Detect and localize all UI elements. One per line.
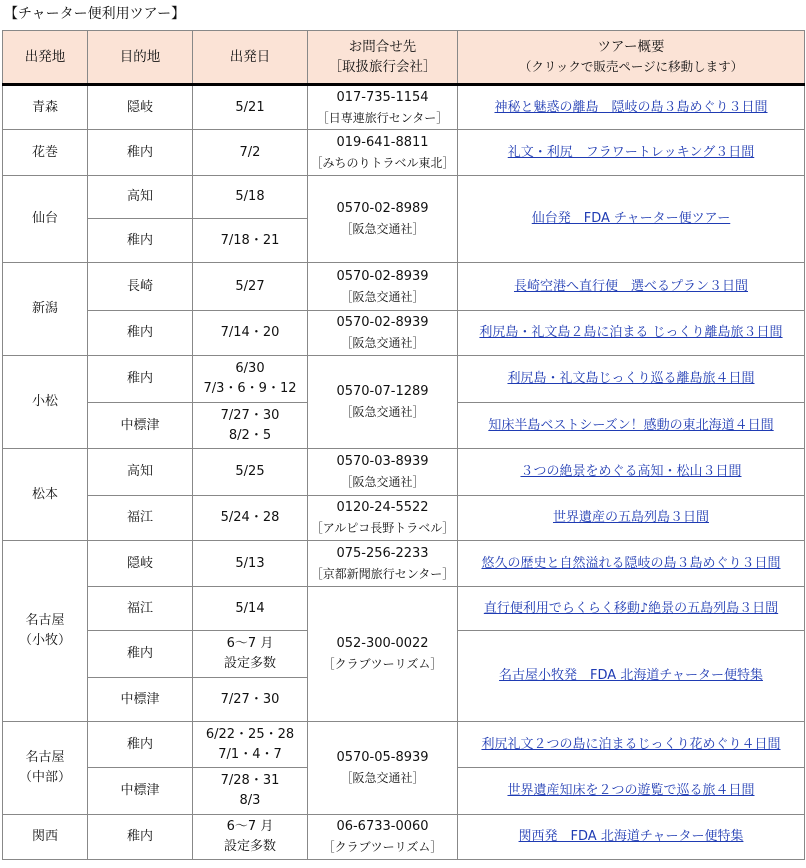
date-line: 6/30	[235, 361, 265, 376]
tour-cell	[458, 403, 805, 449]
date-cell: 5/27	[193, 263, 308, 311]
tour-cell	[458, 768, 805, 815]
table-row	[3, 85, 805, 130]
destination-cell: 高知	[88, 176, 193, 219]
tour-cell	[458, 85, 805, 130]
tour-link[interactable]: 神秘と魅惑の離島 隠岐の島３島めぐり３日間	[494, 99, 768, 115]
destination-cell: 稚内	[88, 631, 193, 678]
departure-cell: 花巻	[3, 130, 88, 176]
agency-name: ［みちのりトラベル東北］	[310, 155, 455, 170]
date-cell	[193, 631, 308, 678]
destination-cell: 中標津	[88, 403, 193, 449]
table-row	[3, 263, 805, 311]
page-title: 【チャーター便利用ツアー】	[4, 6, 186, 22]
date-cell: 5/13	[193, 541, 308, 587]
tour-cell	[458, 356, 805, 403]
tour-link[interactable]: 悠久の歴史と自然溢れる隠岐の島３島めぐり３日間	[481, 555, 781, 571]
departure-cell: 小松	[3, 356, 88, 449]
tour-cell	[458, 311, 805, 356]
contact-cell	[308, 356, 458, 449]
tour-link[interactable]: 世界遺産知床を２つの遊覧で巡る旅４日間	[507, 783, 755, 798]
phone-number: 017-735-1154	[336, 89, 429, 105]
header-destination: 目的地	[88, 31, 193, 85]
tour-cell	[458, 130, 805, 176]
tour-link[interactable]: 利尻島・礼文島２島に泊まる じっくり離島旅３日間	[479, 325, 783, 340]
destination-cell: 長崎	[88, 263, 193, 311]
departure-cell: 新潟	[3, 263, 88, 356]
departure-line: 名古屋	[25, 613, 65, 628]
phone-number: 0570-02-8939	[336, 268, 429, 284]
date-cell: 5/24・28	[193, 496, 308, 541]
date-cell: 7/27・30	[193, 678, 308, 722]
destination-cell: 稚内	[88, 722, 193, 768]
contact-cell	[308, 815, 458, 860]
tour-cell	[458, 631, 805, 722]
table-row	[3, 541, 805, 587]
header-contact	[308, 31, 458, 85]
date-cell	[193, 403, 308, 449]
date-cell	[193, 768, 308, 815]
agency-name: ［クラブツーリズム］	[322, 657, 443, 671]
date-cell	[193, 356, 308, 403]
agency-name: ［阪急交通社］	[340, 336, 425, 350]
tour-link[interactable]: 利尻礼文２つの島に泊まるじっくり花めぐり４日間	[481, 736, 781, 752]
departure-cell	[3, 541, 88, 722]
date-cell: 5/14	[193, 587, 308, 631]
agency-name: ［アルピコ長野トラベル］	[310, 521, 455, 535]
tour-link[interactable]: 直行便利用でらくらく移動♪絶景の五島列島３日間	[483, 600, 779, 616]
header-summary	[458, 31, 805, 85]
destination-cell: 隠岐	[88, 541, 193, 587]
departure-line: （小牧）	[18, 633, 71, 648]
departure-cell	[3, 722, 88, 815]
date-line: 7/3・6・9・12	[203, 381, 297, 396]
phone-number: 0120-24-5522	[336, 500, 429, 515]
departure-line: （中部）	[18, 770, 71, 785]
date-line: 8/2・5	[228, 427, 272, 443]
table-row	[3, 815, 805, 860]
agency-name: ［阪急交通社］	[340, 289, 425, 304]
header-date: 出発日	[193, 31, 308, 85]
tour-cell	[458, 541, 805, 587]
phone-number: 0570-02-8939	[336, 315, 429, 330]
departure-cell: 関西	[3, 815, 88, 860]
phone-number: 019-641-8811	[336, 134, 429, 150]
header-contact-line2: ［取扱旅行会社］	[328, 59, 437, 75]
tour-link[interactable]: 礼文・利尻 フラワートレッキング３日間	[507, 144, 755, 160]
tour-cell	[458, 496, 805, 541]
destination-cell: 福江	[88, 587, 193, 631]
date-line: 7/28・31	[220, 773, 280, 788]
tour-cell	[458, 587, 805, 631]
phone-number: 0570-07-1289	[336, 384, 429, 399]
tour-link[interactable]: 長崎空港へ直行便 選べるプラン３日間	[513, 278, 748, 294]
date-cell	[193, 815, 308, 860]
tour-link[interactable]: 仙台発 FDA チャーター便ツアー	[531, 211, 731, 226]
contact-cell	[308, 130, 458, 176]
date-line: 6～7 月	[226, 636, 274, 651]
destination-cell: 稚内	[88, 130, 193, 176]
contact-cell	[308, 85, 458, 130]
destination-cell: 稚内	[88, 219, 193, 263]
destination-cell: 福江	[88, 496, 193, 541]
table-row	[3, 449, 805, 496]
destination-cell: 高知	[88, 449, 193, 496]
date-cell: 5/21	[193, 85, 308, 130]
date-cell: 5/25	[193, 449, 308, 496]
tour-link[interactable]: 利尻島・礼文島じっくり巡る離島旅４日間	[507, 371, 755, 386]
contact-cell	[308, 722, 458, 815]
agency-name: ［京都新聞旅行センター］	[310, 566, 455, 581]
header-contact-line1: お問合せ先	[348, 39, 417, 55]
table-row	[3, 176, 805, 219]
destination-cell: 稚内	[88, 815, 193, 860]
tour-link[interactable]: 世界遺産の五島列島３日間	[552, 510, 709, 525]
contact-cell	[308, 587, 458, 722]
date-line: 6/22・25・28	[205, 726, 295, 742]
header-departure: 出発地	[3, 31, 88, 85]
phone-number: 06-6733-0060	[336, 819, 429, 834]
tour-link[interactable]: 知床半島ベストシーズン！感動の東北海道４日間	[488, 417, 774, 433]
contact-cell	[308, 311, 458, 356]
departure-cell: 青森	[3, 85, 88, 130]
table-row	[3, 722, 805, 768]
date-line: 6～7 月	[226, 819, 274, 834]
destination-cell: 稚内	[88, 356, 193, 403]
tour-link[interactable]: 名古屋小牧発 FDA 北海道チャーター便特集	[499, 668, 763, 683]
contact-cell	[308, 176, 458, 263]
phone-number: 052-300-0022	[336, 636, 429, 651]
tour-cell	[458, 722, 805, 768]
tour-link[interactable]: ３つの絶景をめぐる高知・松山３日間	[520, 464, 742, 479]
table-row	[3, 130, 805, 176]
date-cell: 7/2	[193, 130, 308, 176]
agency-name: ［阪急交通社］	[340, 475, 425, 489]
table-row	[3, 356, 805, 403]
header-summary-line2: （クリックで販売ページに移動します）	[518, 59, 744, 74]
agency-name: ［阪急交通社］	[340, 222, 425, 236]
date-line: 7/1・4・7	[218, 746, 282, 762]
agency-name: ［日専連旅行センター］	[316, 110, 449, 125]
date-cell: 7/18・21	[193, 219, 308, 263]
phone-number: 0570-05-8939	[336, 750, 429, 765]
contact-cell	[308, 449, 458, 496]
agency-name: ［阪急交通社］	[340, 771, 425, 785]
table-row	[3, 587, 805, 631]
date-cell: 7/14・20	[193, 311, 308, 356]
phone-number: 075-256-2233	[336, 545, 429, 561]
destination-cell: 中標津	[88, 678, 193, 722]
agency-name: ［クラブツーリズム］	[322, 840, 443, 854]
tour-cell	[458, 815, 805, 860]
agency-name: ［阪急交通社］	[340, 405, 425, 419]
date-line: 設定多数	[223, 839, 276, 854]
contact-cell	[308, 496, 458, 541]
departure-cell: 仙台	[3, 176, 88, 263]
date-line: 8/3	[239, 793, 261, 808]
date-cell: 5/18	[193, 176, 308, 219]
phone-number: 0570-03-8939	[336, 454, 429, 469]
phone-number: 0570-02-8989	[336, 201, 429, 216]
charter-tour-table	[2, 30, 805, 860]
destination-cell: 稚内	[88, 311, 193, 356]
departure-cell: 松本	[3, 449, 88, 541]
destination-cell: 隠岐	[88, 85, 193, 130]
table-row	[3, 311, 805, 356]
contact-cell	[308, 263, 458, 311]
departure-line: 名古屋	[25, 750, 65, 765]
date-line: 設定多数	[223, 656, 276, 671]
date-line: 7/27・30	[220, 407, 280, 423]
contact-cell	[308, 541, 458, 587]
destination-cell: 中標津	[88, 768, 193, 815]
tour-cell	[458, 176, 805, 263]
tour-cell	[458, 449, 805, 496]
date-cell	[193, 722, 308, 768]
tour-cell	[458, 263, 805, 311]
tour-link[interactable]: 関西発 FDA 北海道チャーター便特集	[518, 829, 744, 844]
table-row	[3, 496, 805, 541]
header-row	[3, 31, 805, 85]
header-summary-line1: ツアー概要	[597, 39, 665, 55]
